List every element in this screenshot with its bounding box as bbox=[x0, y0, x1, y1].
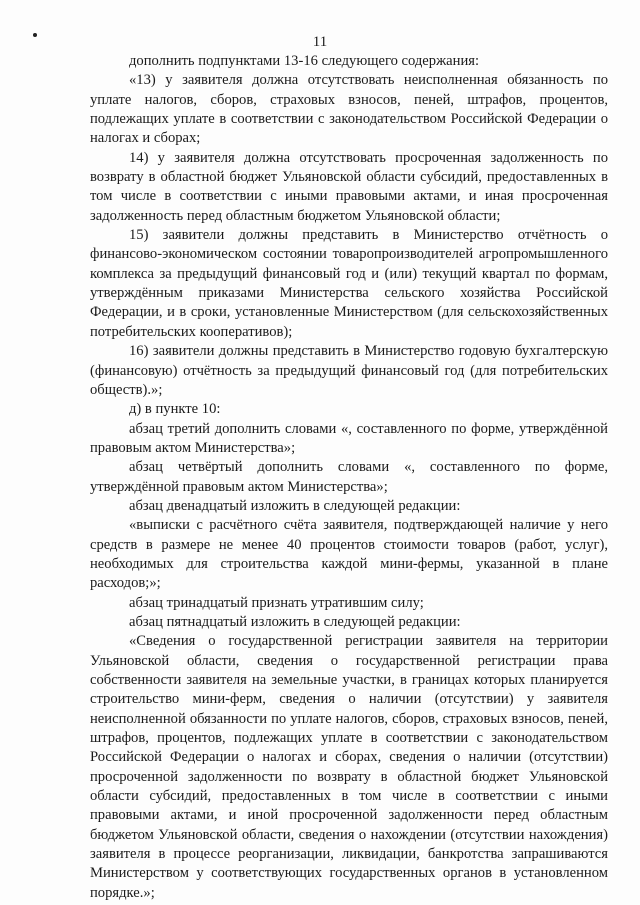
paragraph-subpoint-d: д) в пункте 10: bbox=[129, 401, 221, 418]
paragraph-item-14: 14) у заявителя должна отсутствовать просроченная задолженность по возврату в областной бюджет Ульяновской области субсидий, предоставленных в том числе в соответствии с иными правовыми актами, и иная просроченная задолженность перед областным бюджетом Ульяновской области; bbox=[90, 149, 608, 224]
paragraph-abzac-15-intro: абзац пятнадцатый изложить в следующей редакции: bbox=[129, 613, 461, 630]
paragraph-item-16: 16) заявители должны представить в Министерство годовую бухгалтерскую (финансовую) отчётность за предыдущий финансовый год (для потребительских обществ).»; bbox=[90, 343, 608, 398]
paragraph-item-15: 15) заявители должны представить в Министерство отчётность о финансово-экономическом состоянии товаропроизводителей агропромышленного комплекса за предыдущий финансовый год и (или) текущий квартал по формам, утверждённым приказами Министерства сельского хозяйства Российской Федерации, и в сроки, установленные Министерством (для сельскохозяйственных потребительских кооперативов); bbox=[90, 227, 608, 340]
paragraph-abzac-3: абзац третий дополнить словами «, составленного по форме, утверждённой правовым актом Министерства»; bbox=[90, 420, 608, 456]
document-body bbox=[90, 52, 608, 903]
paragraph-abzac-4: абзац четвёртый дополнить словами «, составленного по форме, утверждённой правовым актом Министерства»; bbox=[90, 459, 608, 495]
paragraph-abzac-13: абзац тринадцатый признать утратившим силу; bbox=[129, 594, 424, 611]
paragraph-abzac-12-text: «выписки с расчётного счёта заявителя, подтверждающей наличие у него средств в размере не менее 40 процентов стоимости товаров (работ, услуг), необходимых для строительства каждой мини-фермы, указанной в плане расходов;»; bbox=[90, 517, 608, 592]
paragraph-abzac-15-text: «Сведения о государственной регистрации заявителя на территории Ульяновской области, сведения о государственной регистрации права собственности заявителя на земельные участки, в границах которых планируется строительство мини-ферм, сведения о наличии (отсутствии) у заявителя неисполненной обязанности по уплате налогов, сборов, страховых взносов, пеней, штрафов, процентов, подлежащих уплате в соответствии с законодательством Российской Федерации о налогах и сборах, сведения о наличии (отсутствии) просроченной задолженности по возврату в областной бюджет Ульяновской области субсидий, предоставленных в том числе в соответствии с иными правовыми актами, и иной просроченной задолженности перед областным бюджетом Ульяновской области, сведения о нахождении (отсутствии нахождения) заявителя в процессе реорганизации, ликвидации, банкротства запрашиваются Министерством у соответствующих государственных органов в установленном порядке.»; bbox=[90, 633, 608, 901]
paragraph-intro: дополнить подпунктами 13-16 следующего содержания: bbox=[129, 53, 480, 69]
paragraph-abzac-12-intro: абзац двенадцатый изложить в следующей редакции: bbox=[129, 497, 461, 514]
paragraph-item-13: «13) у заявителя должна отсутствовать неисполненная обязанность по уплате налогов, сборов, страховых взносов, пеней, штрафов, процентов, подлежащих уплате в соответствии с законодательством Российской Федерации о налогах и сборах; bbox=[90, 72, 608, 147]
page-number: 11 bbox=[312, 34, 328, 50]
